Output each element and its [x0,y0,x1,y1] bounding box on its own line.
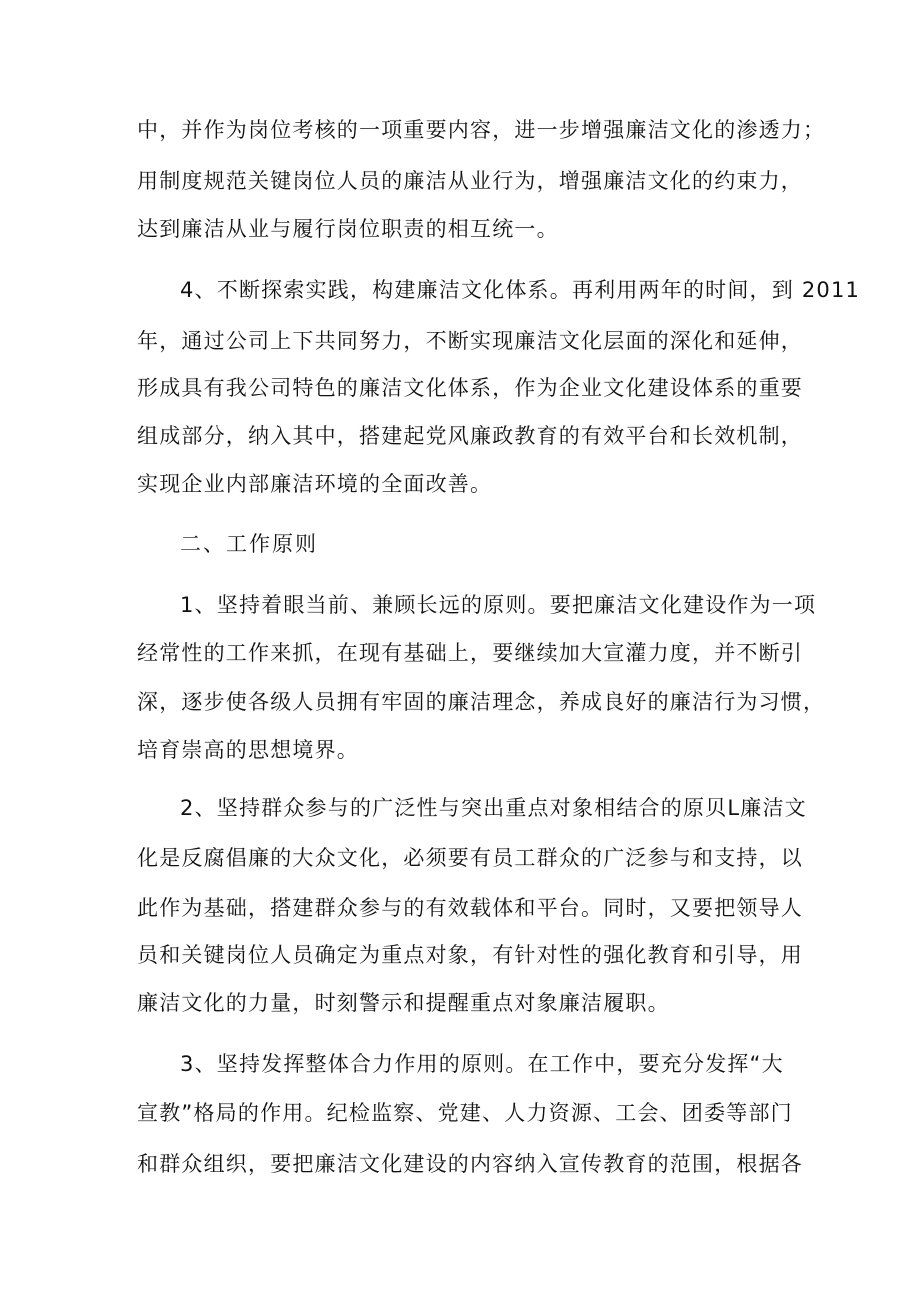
text-line: 此作为基础，搭建群众参与的有效载体和平台。同时，又要把领导人 [137,896,803,920]
text-line: 用制度规范关键岗位人员的廉洁从业行为，增强廉洁文化的约束力， [137,169,803,193]
text-line: 实现企业内部廉洁环境的全面改善。 [137,472,493,496]
text-line: 培育崇高的思想境界。 [137,738,359,762]
text-line: 宣教”格局的作用。纪检监察、党建、人力资源、工会、团委等部门 [137,1101,793,1125]
text-line: 经常性的工作来抓，在现有基础上，要继续加大宣灌力度，并不断引 [137,641,803,665]
text-line: 和群众组织，要把廉洁文化建设的内容纳入宣传教育的范围，根据各 [137,1152,803,1176]
text-line: 年，通过公司上下共同努力，不断实现廉洁文化层面的深化和延伸， [137,329,803,353]
paragraph-start: 1、坚持着眼当前、兼顾长远的原则。要把廉洁文化建设作为一项 [180,593,817,617]
text-line: 廉洁文化的力量，时刻警示和提醒重点对象廉洁履职。 [137,991,670,1015]
text-line: 化是反腐倡廉的大众文化，必须要有员工群众的广泛参与和支持，以 [137,846,803,870]
text-line: 组成部分，纳入其中，搭建起党风廉政教育的有效平台和长效机制， [137,424,803,448]
paragraph-start: 4、不断探索实践，构建廉洁文化体系。再利用两年的时间，到 2011 [180,278,861,302]
section-heading: 二、工作原则 [180,532,318,556]
paragraph-start: 3、坚持发挥整体合力作用的原则。在工作中，要充分发挥“大 [180,1052,784,1076]
text-line: 深，逐步使各级人员拥有牢固的廉洁理念，养成良好的廉洁行为习惯， [137,690,826,714]
text-line: 员和关键岗位人员确定为重点对象，有针对性的强化教育和引导，用 [137,943,803,967]
paragraph-start: 2、坚持群众参与的广泛性与突出重点对象相结合的原贝L廉洁文 [180,796,807,820]
text-line: 形成具有我公司特色的廉洁文化体系，作为企业文化建设体系的重要 [137,376,803,400]
text-line: 中，并作为岗位考核的一项重要内容，进一步增强廉洁文化的渗透力； [137,118,826,142]
text-line: 达到廉洁从业与履行岗位职责的相互统一。 [137,217,559,241]
